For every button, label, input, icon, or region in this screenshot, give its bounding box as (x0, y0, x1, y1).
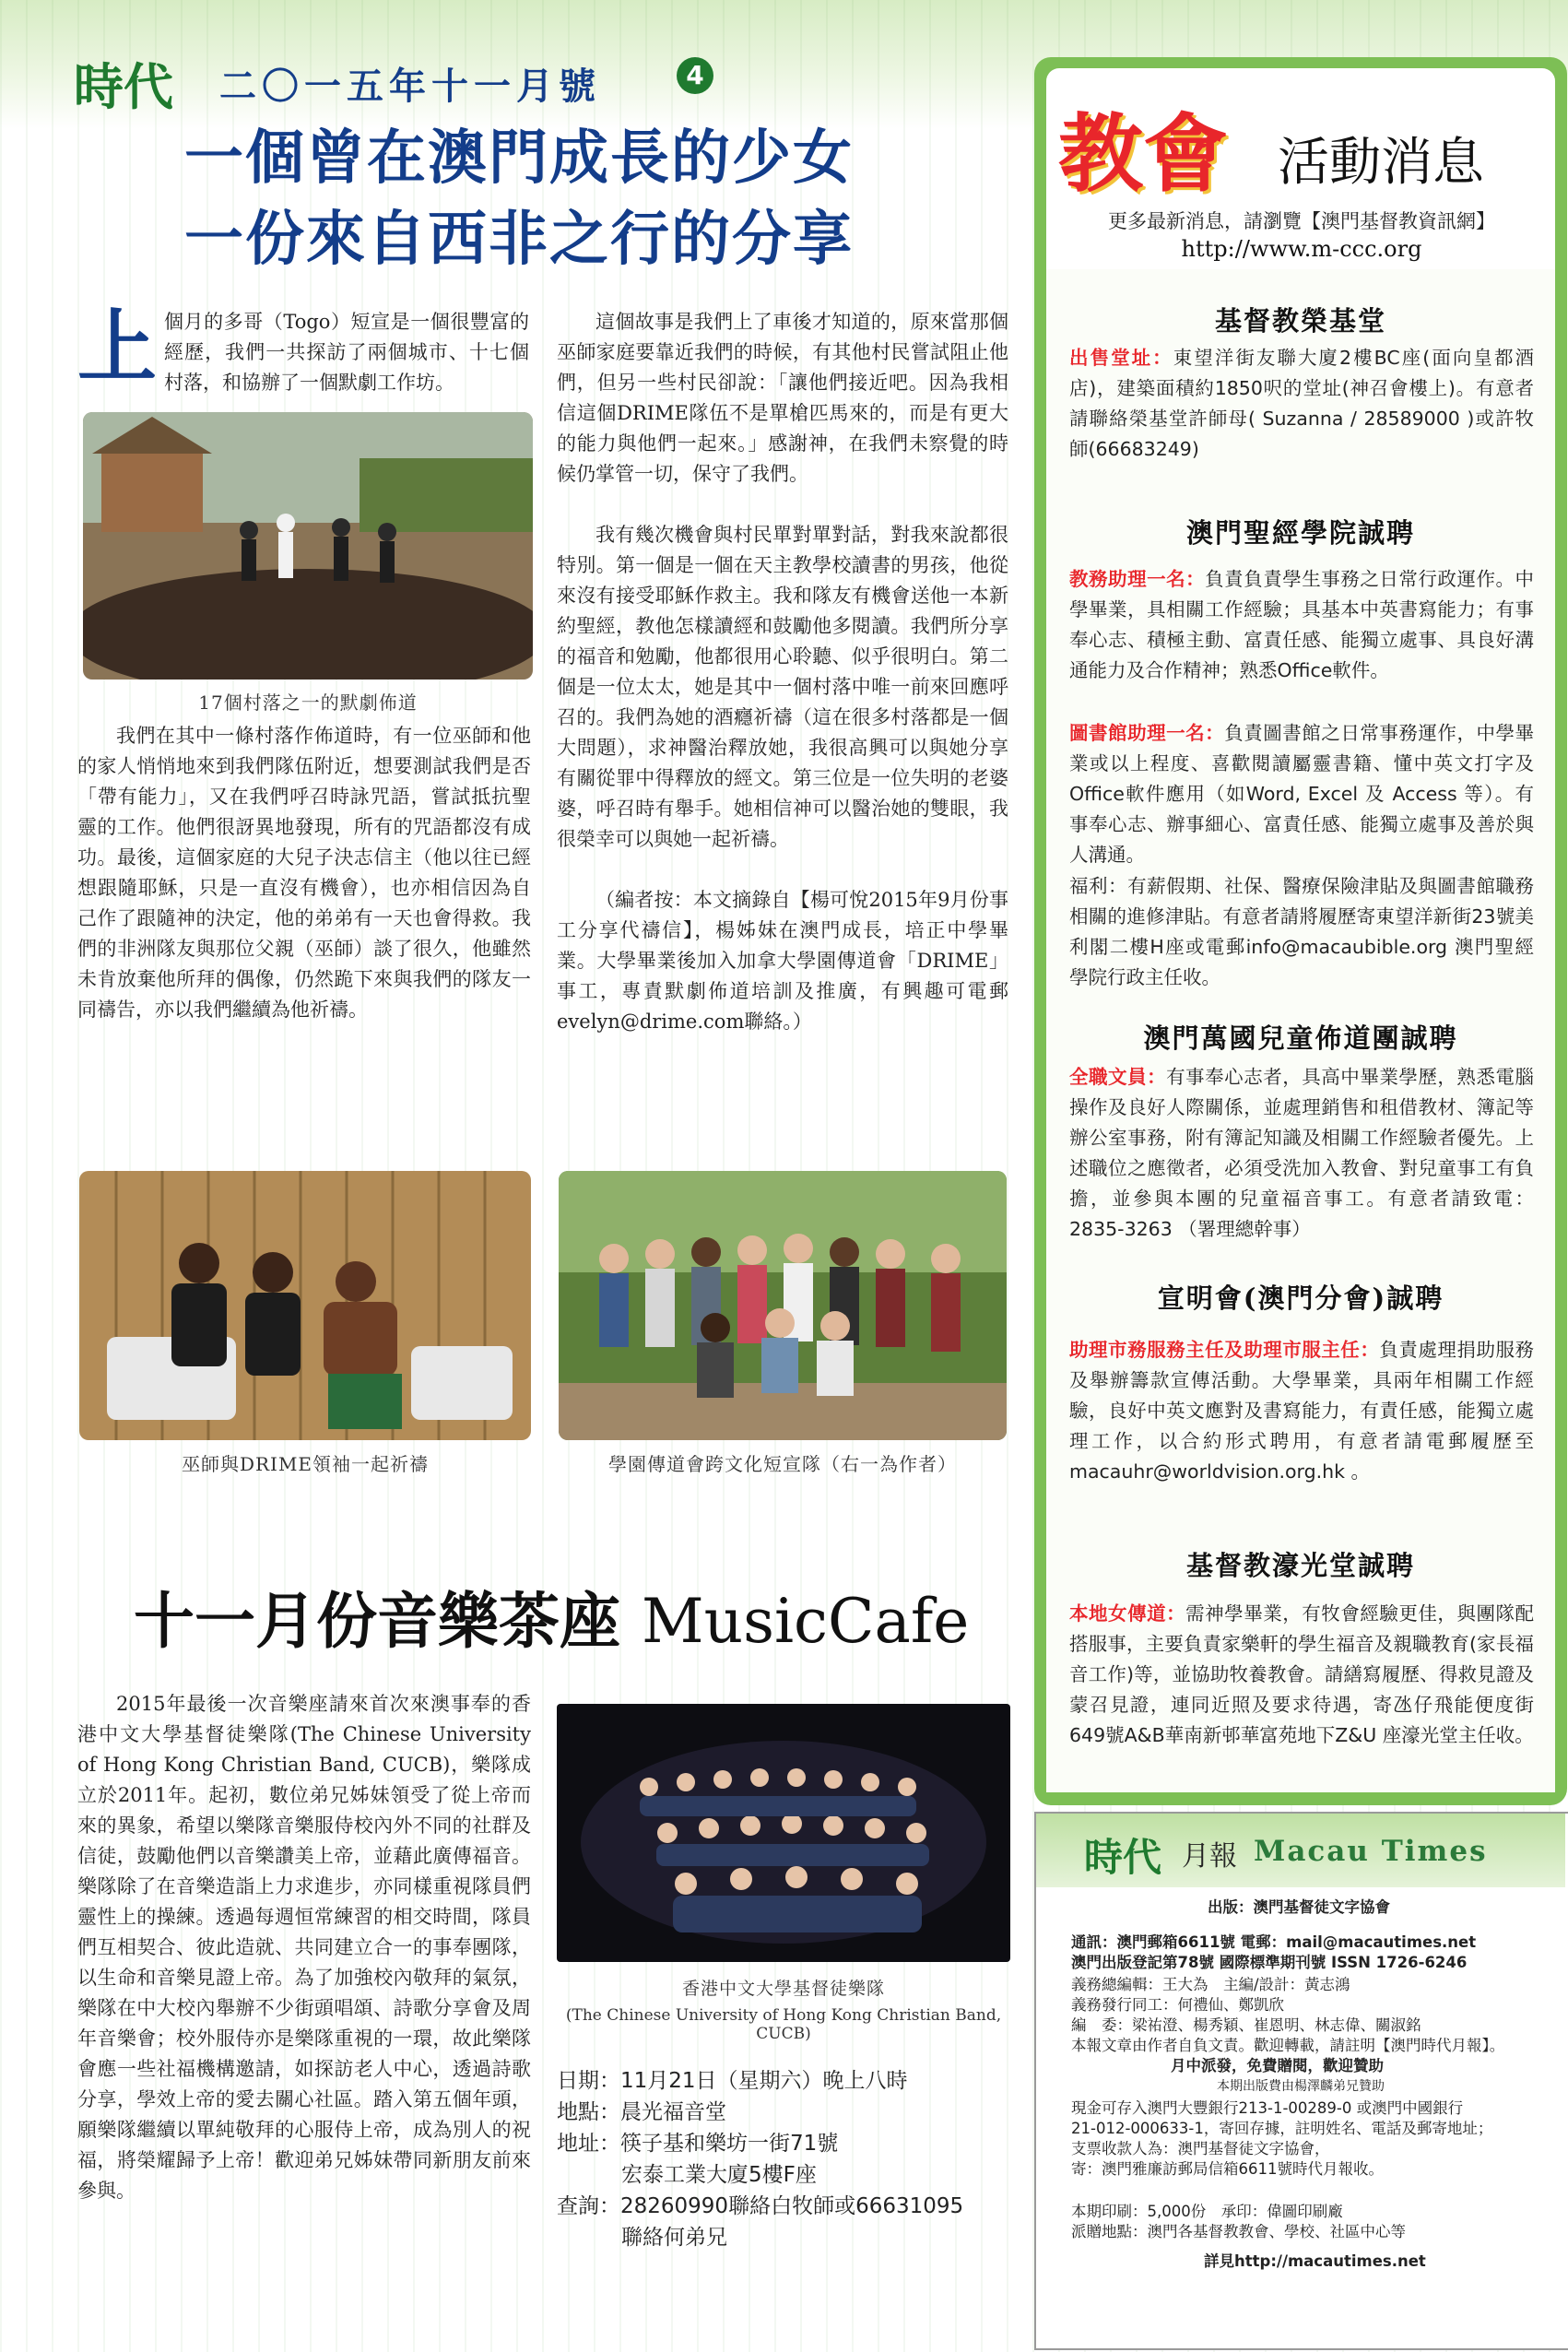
photo-band (557, 1704, 1010, 1962)
section-body (1069, 871, 1534, 993)
section-title: 澳門萬國兒童佈道團誠聘 (1143, 1022, 1458, 1054)
article-col2-body (557, 307, 1008, 1037)
cheque-payee: 支票收款人為：澳門基督徒文字協會， (1071, 2140, 1330, 2157)
label: 查詢： (557, 2194, 620, 2218)
section-body (1069, 1335, 1534, 1487)
section-text: 負責圖書館之日常事務運作，中學畢業或以上程度、喜歡閱讀屬靈書籍、懂中英文打字及Office軟件應用（如Word, Excel 及 Access 等）。有事奉心志、辦事細心、富責任感、能獨立處事及善於與人溝通。 (1069, 722, 1535, 866)
headline-line-2: 一份來自西非之行的分享 (184, 206, 854, 274)
church-news-logo-sub: 活動消息 (1278, 133, 1484, 193)
section-text: 需神學畢業，有牧會經驗更佳，與團隊配搭服事，主要負責家樂軒的學生福音及親職教育(家長福音工作)等，並協助牧養教會。請繕寫履歷、得救見證及蒙召見證，連同近照及要求待遇，寄氹仔飛能便度街649號A&B華南新邨華富苑地下Z&U 座濠光堂主任收。 (1069, 1602, 1535, 1746)
section-text: 負責處理捐助服務及舉辦籌款宣傳活動。大學畢業，具兩年相關工作經驗，良好中英文應對及書寫能力，有責任感，能獨立處理工作，以合約形式聘用，有意者請電郵履歷至macauhr@worldvision.org.hk 。 (1069, 1339, 1535, 1483)
label: 地址： (557, 2132, 620, 2156)
section-text: 東望洋街友聯大廈2樓BC座(面向皇都酒店)，建築面積約1850呎的堂址(神召會樓上)。有意者請聯絡榮基堂許師母( Suzanna / 28589000 )或許牧師(66683249) (1069, 347, 1535, 460)
print-info: 本期印刷：5,000份 承印：偉圖印刷廠 (1071, 2203, 1343, 2220)
editor-note: （編者按：本文摘錄自【楊可悅2015年9月份事工分享代禱信】，楊姊妹在澳門成長，培正中學畢業。大學畢業後加入加拿大學園傳道會「DRIME」事工，專責默劇佈道培訓及推廣，有興趣可電郵evelyn@drime.com聯絡。） (557, 889, 1008, 1033)
caption-band-en: (The Chinese University of Hong Kong Christian Band, CUCB) (565, 2006, 1002, 2043)
paragraph: 我們在其中一條村落作佈道時，有一位巫師和他的家人悄悄地來到我們隊伍附近，想要測試我們是否「帶有能力」，又在我們呼召時詠咒語，嘗試抵抗聖靈的工作。他們很訝異地發現，所有的咒語都沒有成功。最後，這個家庭的大兒子決志信主（他以往已經想跟隨耶穌，只是一直沒有機會），也亦相信因為自己作了跟隨神的決定，他的弟弟有一天也會得救。我們的非洲隊友與那位父親（巫師）談了很久，他雖然未肯放棄他所拜的偶像，仍然跪下來與我們的隊友一同禱告，亦以我們繼續為他祈禱。 (77, 725, 531, 1021)
photo-prayer (79, 1171, 531, 1440)
publisher: 出版：澳門基督徒文字協會 (1208, 1898, 1390, 1916)
section-title: 宣明會(澳門分會)誠聘 (1157, 1282, 1444, 1314)
section-text: 有事奉心志者，具高中畢業學歷，熟悉電腦操作及良好人際關係，並處理銷售和租借教材、簿記等辦公室事務，附有簿記知識及相關工作經驗者優先。上述職位之應徵者，必須受洗加入教會、對兒童事工有負擔，並參與本團的兒童福音事工。有意者請致電：2835-3263 （署理總幹事） (1069, 1066, 1534, 1240)
music-body (77, 1689, 531, 2206)
section-body (1069, 564, 1534, 686)
paragraph: 我有幾次機會與村民單對單對話，對我來說都很特別。第一個是一個在天主教學校讀書的男孩，他從來沒有接受耶穌作救主。我和隊友有機會送他一本新約聖經，教他怎樣讀經和鼓勵他多閱讀。我們所分享的福音和勉勵，他都很用心聆聽、似乎很明白。第二個是一位太太，她是其中一個村落中唯一前來回應呼召的。我們為她的酒癮祈禱（這在很多村落都是一個大問題），求神醫治釋放她，我很高興可以與她分享有關從罪中得釋放的經文。第三位是一位失明的老婆婆，呼召時有舉手。她相信神可以醫治她的雙眼，我很榮幸可以與她一起祈禱。 (557, 524, 1008, 850)
section-label: 全職文員： (1069, 1066, 1167, 1088)
caption-village-mime: 17個村落之一的默劇佈道 (198, 691, 418, 714)
section-body (1069, 1062, 1534, 1245)
dropcap: 上 (77, 301, 157, 394)
bank-info-2: 21-012-000633-1，寄回存據，註明姓名、電話及郵寄地址； (1071, 2120, 1493, 2137)
intro-text: 個月的多哥（Togo）短宣是一個很豐富的經歷，我們一共探訪了兩個城市、十七個村落，和協辦了一個默劇工作坊。 (164, 311, 529, 394)
music-title-en: MusicCafe (641, 1586, 970, 1657)
issue-number: 4 (677, 57, 713, 94)
section-label: 圖書館助理一名： (1069, 722, 1225, 744)
label: 日期： (557, 2069, 620, 2093)
section-label: 出售堂址： (1069, 347, 1173, 369)
editor: 義務總編輯：王大為 主編/設計：黃志鴻 (1071, 1976, 1350, 1993)
event-venue: 晨光福音堂 (620, 2100, 726, 2124)
event-date: 11月21日（星期六）晚上八時 (620, 2069, 908, 2093)
registration: 澳門出版登記第78號 國際標準期刊號 ISSN 1726-6246 (1071, 1954, 1468, 1971)
macau-times-name-en: Macau Times (1254, 1835, 1488, 1868)
church-news-logo: 教會 (1058, 105, 1229, 204)
headline-line-1: 一個曾在澳門成長的少女 (184, 124, 854, 193)
photo-team (559, 1171, 1007, 1440)
distribution-staff: 義務發行同工：何禮仙、鄭凱欣 (1071, 1996, 1284, 2014)
event-address-row-2: 宏泰工業大廈5樓F座 (621, 2163, 817, 2187)
caption-band-zh: 香港中文大學基督徒樂隊 (681, 1979, 885, 1999)
caption-prayer: 巫師與DRIME領袖一起祈禱 (181, 1453, 430, 1475)
label: 地點： (557, 2100, 620, 2124)
event-address: 筷子基和樂坊一街71號 (620, 2132, 839, 2156)
event-address-row (557, 2128, 1010, 2159)
section-title: 基督教榮基堂 (1214, 305, 1386, 337)
event-venue-row (557, 2097, 1010, 2128)
more-info-text: 更多最新消息，請瀏覽【澳門基督教資訊網】 (1108, 210, 1495, 232)
bank-info-1: 現金可存入澳門大豐銀行213-1-00289-0 或澳門中國銀行 (1071, 2099, 1464, 2117)
music-title-zh: 十一月份音樂茶座 (134, 1586, 620, 1657)
photo-village-mime (83, 412, 533, 680)
free-distribution: 月中派發，免費贈閱，歡迎贊助 (1171, 2057, 1384, 2074)
section-label: 本地女傳道： (1069, 1602, 1186, 1625)
masthead-brand: 時代 (74, 58, 173, 116)
disclaimer: 本報文章由作者自負文責。歡迎轉載，請註明【澳門時代月報】。 (1071, 2037, 1505, 2054)
paragraph: 2015年最後一次音樂座請來首次來澳事奉的香港中文大學基督徒樂隊(The Chinese University of Hong Kong Christian Band, CUCB)，樂隊成立於2011年。起初，數位弟兄姊妹領受了從上帝而來的異象，希望以樂隊音樂服侍校內外不同的社群及信徒，鼓勵他們以音樂讚美上帝，並藉此廣傳福音。樂隊除了在音樂造詣上力求進步，亦同樣重視隊員們靈性上的操練。透過每週恒常練習的相交時間，隊員們互相契合、彼此造就、共同建立合一的事奉團隊，以生命和音樂見證上帝。為了加強校內敬拜的氣氛，樂隊在中大校內舉辦不少街頭唱頌、詩歌分享會及周年音樂會；校外服侍亦是樂隊重視的一環，故此樂隊會應一些社福機構邀請，如探訪老人中心，透過詩歌分享，學效上帝的愛去關心社區。踏入第五個年頭，願樂隊繼續以單純敬拜的心服侍上帝，成為別人的祝福，將榮耀歸予上帝！歡迎弟兄姊妹帶同新朋友前來參與。 (77, 1693, 531, 2202)
section-body (1069, 343, 1534, 465)
section-text: 福利：有薪假期、社保、醫療保險津貼及與圖書館職務相關的進修津貼。有意者請將履歷寄東望洋新街23號美利閣二樓H座或電郵info@macaubible.org 澳門聖經學院行政主任收。 (1069, 875, 1534, 988)
website-link[interactable]: 詳見http://macautimes.net (1204, 2252, 1426, 2270)
section-title: 基督教濠光堂誠聘 (1185, 1550, 1415, 1581)
paragraph: 這個故事是我們上了車後才知道的，原來當那個巫師家庭要靠近我們的時候，有其他村民嘗試阻止他們，但另一些村民卻說：「讓他們接近吧。因為我相信這個DRIME隊伍不是單槍匹馬來的，而是有更大的能力與他們一起來。」感謝神，在我們未察覺的時候仍掌管一切，保守了我們。 (557, 311, 1008, 485)
info-url-link[interactable]: http://www.m-ccc.org (1181, 236, 1422, 262)
section-body (1069, 718, 1534, 870)
contact: 通訊：澳門郵箱6611號 電郵：mail@macautimes.net (1071, 1933, 1477, 1951)
event-date-row (557, 2065, 1010, 2097)
sponsor-note: 本期出版費由楊澤麟弟兄贊助 (1217, 2079, 1385, 2094)
distribution-outlets: 派贈地點：澳門各基督教教會、學校、社區中心等 (1071, 2223, 1406, 2240)
issue-date: 二〇一五年十一月號 (219, 65, 601, 108)
editorial-committee: 編 委：梁祐澄、楊秀穎、崔恩明、林志偉、關淑銘 (1071, 2016, 1421, 2034)
event-enquiry-row-2: 聯絡何弟兄 (621, 2226, 727, 2250)
macau-times-brand: 時代 (1084, 1835, 1162, 1880)
article-col1-body (77, 721, 531, 1025)
event-enquiry-row (557, 2191, 1010, 2222)
section-text: 負責負責學生事務之日常行政運作。中學畢業，具相關工作經驗；具基本中英書寫能力；有事奉心志、積極主動、富責任感、能獨立處事、具良好溝通能力及合作精神；熟悉Office軟件。 (1069, 568, 1535, 681)
event-info (557, 2065, 1010, 2253)
event-enquiry: 28260990聯絡白牧師或66631095 (620, 2194, 964, 2218)
section-label: 教務助理一名： (1069, 568, 1206, 590)
section-body (1069, 1599, 1534, 1751)
music-cafe-title (134, 1572, 969, 1660)
article-intro (77, 301, 529, 398)
section-label: 助理市務服務主任及助理市服主任： (1069, 1339, 1380, 1361)
caption-team: 學園傳道會跨文化短宣隊（右一為作者） (608, 1453, 957, 1475)
section-title: 澳門聖經學院誠聘 (1185, 517, 1415, 549)
mailing-address: 寄：澳門雅廉訪郵局信箱6611號時代月報收。 (1071, 2160, 1384, 2178)
macau-times-monthly: 月報 (1182, 1840, 1237, 1873)
